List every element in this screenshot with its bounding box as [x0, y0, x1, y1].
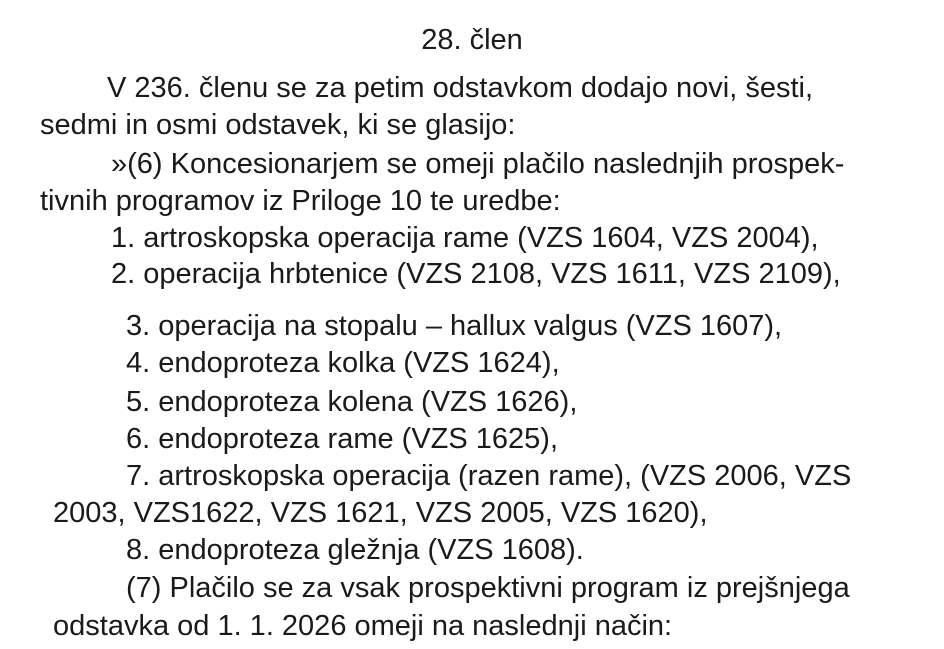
list-item-2: 2. operacija hrbtenice (VZS 2108, VZS 1611, VZS 2109),	[111, 258, 841, 290]
list-item-4: 4. endoproteza kolka (VZS 1624),	[126, 347, 560, 379]
paragraph-7-line-1: (7) Plačilo se za vsak prospektivni program iz prejšnjega	[126, 572, 850, 604]
list-item-8: 8. endoproteza gležnja (VZS 1608).	[126, 534, 584, 566]
list-item-3: 3. operacija na stopalu – hallux valgus (VZS 1607),	[126, 310, 783, 342]
article-heading: 28. člen	[421, 24, 523, 56]
intro-line-1: V 236. členu se za petim odstavkom dodajo novi, šesti,	[107, 72, 814, 104]
paragraph-6-line-2: tivnih programov iz Priloge 10 te uredbe:	[40, 185, 561, 217]
paragraph-6-line-1: »(6) Koncesionarjem se omeji plačilo naslednjih prospek-	[111, 148, 845, 180]
intro-line-2: sedmi in osmi odstavek, ki se glasijo:	[40, 109, 516, 141]
list-item-1: 1. artroskopska operacija rame (VZS 1604, VZS 2004),	[111, 222, 819, 254]
list-item-7-line-2: 2003, VZS1622, VZS 1621, VZS 2005, VZS 1620),	[53, 497, 708, 529]
paragraph-7-line-2: odstavka od 1. 1. 2026 omeji na naslednji način:	[53, 610, 673, 642]
list-item-7-line-1: 7. artroskopska operacija (razen rame), (VZS 2006, VZS	[126, 460, 852, 492]
list-item-5: 5. endoproteza kolena (VZS 1626),	[126, 386, 578, 418]
list-item-6: 6. endoproteza rame (VZS 1625),	[126, 423, 559, 455]
